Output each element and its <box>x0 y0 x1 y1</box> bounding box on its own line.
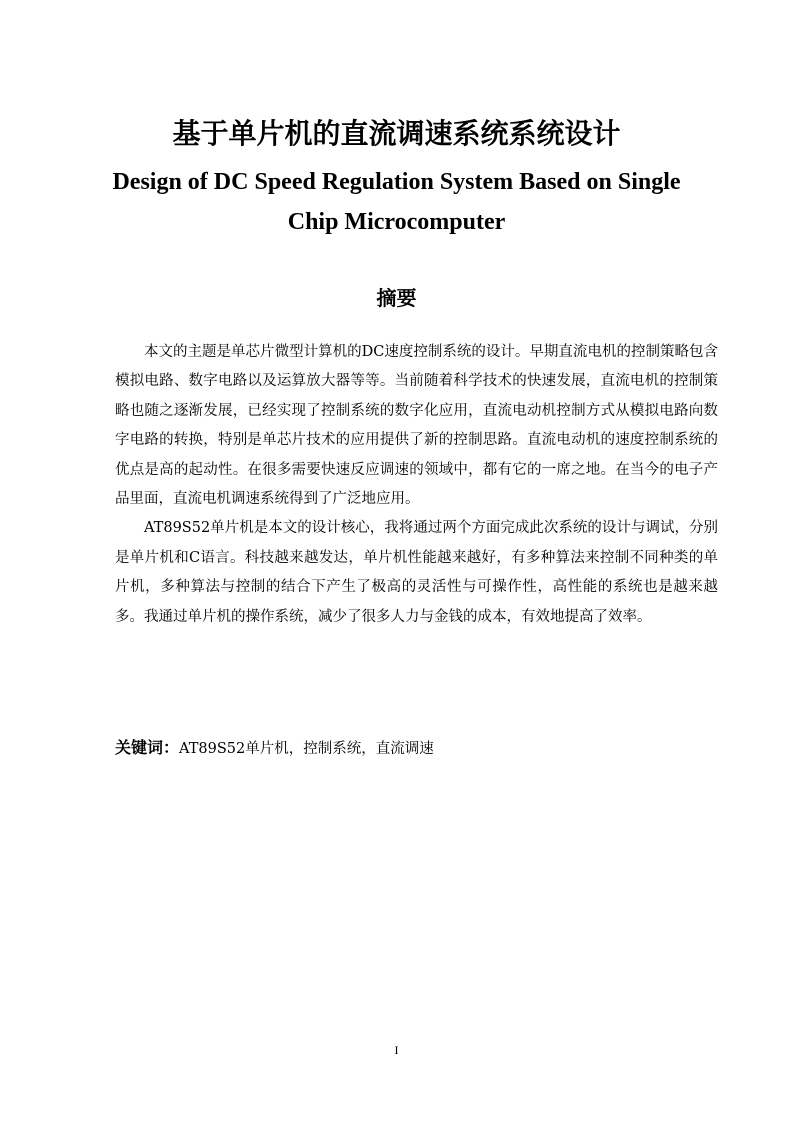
keywords-label: 关键词： <box>115 738 180 757</box>
abstract-heading: 摘要 <box>376 286 417 310</box>
keywords-line <box>115 734 718 763</box>
english-title: Design of DC Speed Regulation System Based on Single Chip Microcomputer <box>112 169 681 235</box>
chinese-title: 基于单片机的直流调速系统系统设计 <box>172 117 621 150</box>
abstract-paragraph-1: 本文的主题是单芯片微型计算机的DC速度控制系统的设计。早期直流电机的控制策略包含模拟电路、数字电路以及运算放大器等等。当前随着科学技术的快速发展，直流电机的控制策略也随之逐渐发展，已经实现了控制系统的数字化应用，直流电动机控制方式从模拟电路向数字电路的转换，特别是单芯片技术的应用提供了新的控制思路。直流电动机的速度控制系统的优点是高的起动性。在很多需要快速反应调速的领域中，都有它的一席之地。在当今的电子产品里面，直流电机调速系统得到了广泛地应用。 <box>115 344 718 508</box>
page-number: I <box>394 1043 399 1057</box>
keywords-value: AT89S52单片机，控制系统，直流调速 <box>179 741 434 757</box>
abstract-paragraph-2: AT89S52单片机是本文的设计核心，我将通过两个方面完成此次系统的设计与调试，分别是单片机和C语言。科技越来越发达，单片机性能越来越好，有多种算法来控制不同种类的单片机，多种算法与控制的结合下产生了极高的灵活性与可操作性，高性能的系统也是越来越多。我通过单片机的操作系统，减少了很多人力与金钱的成本，有效地提高了效率。 <box>115 520 718 625</box>
abstract-body <box>115 338 718 632</box>
